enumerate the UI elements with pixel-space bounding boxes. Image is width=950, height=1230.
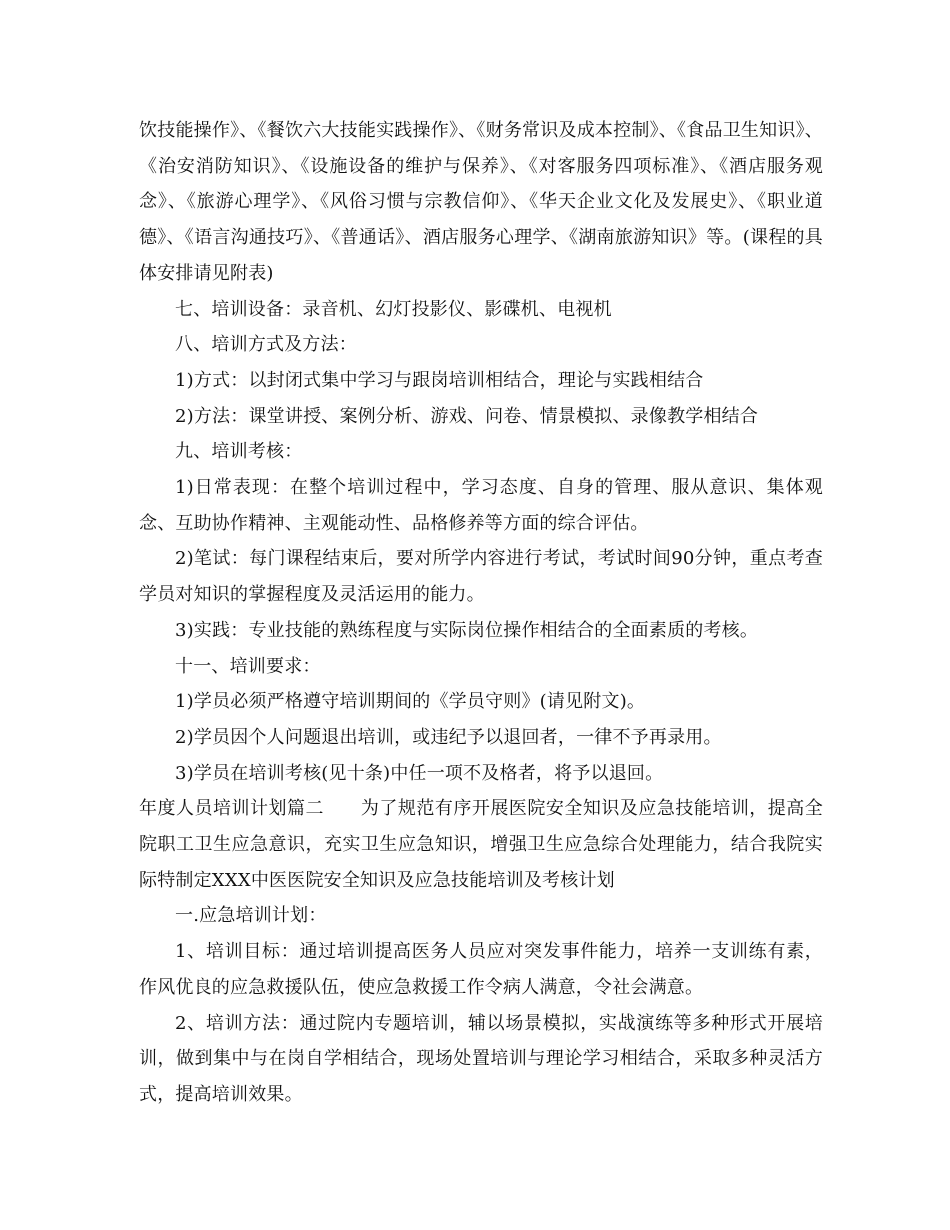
paragraph-assessment-daily: 1)日常表现：在整个培训过程中，学习态度、自身的管理、服从意识、集体观念、互助协作精神、主观能动性、品格修养等方面的综合评估。 <box>139 477 823 534</box>
heading-training-requirements: 十一、培训要求： <box>175 655 321 677</box>
heading-training-assessment: 九、培训考核： <box>175 441 303 463</box>
paragraph-requirement-3: 3)学员在培训考核(见十条)中任一项不及格者，将予以退回。 <box>175 762 664 784</box>
paragraph-method-mode: 1)方式：以封闭式集中学习与跟岗培训相结合，理论与实践相结合 <box>175 369 704 391</box>
paragraph-plan-two-intro: 年度人员培训计划篇二 为了规范有序开展医院安全知识及应急技能培训，提高全院职工卫生应急意识，充实卫生应急知识，增强卫生应急综合处理能力，结合我院实际特制定XXX中医医院安全知识及应急技能培训及考核计划 <box>139 798 823 891</box>
heading-emergency-plan: 一.应急培训计划： <box>175 905 327 927</box>
paragraph-assessment-written: 2)笔试：每门课程结束后，要对所学内容进行考试，考试时间90分钟，重点考查学员对知识的掌握程度及灵活运用的能力。 <box>139 548 823 606</box>
paragraph-training-approach: 2、培训方法：通过院内专题培训，辅以场景模拟，实战演练等多种形式开展培训，做到集中与在岗自学相结合，现场处置培训与理论学习相结合，采取多种灵活方式，提高培训效果。 <box>139 1012 823 1105</box>
document-body <box>139 113 823 1113</box>
heading-training-methods: 八、培训方式及方法： <box>175 334 357 356</box>
paragraph-requirement-2: 2)学员因个人问题退出培训，或违纪予以退回者，一律不予再录用。 <box>175 726 722 748</box>
paragraph-method-approach: 2)方法：课堂讲授、案例分析、游戏、问卷、情景模拟、录像教学相结合 <box>175 405 759 427</box>
paragraph-training-equipment: 七、培训设备：录音机、幻灯投影仪、影碟机、电视机 <box>175 298 612 320</box>
paragraph-course-list: 饮技能操作》、《餐饮六大技能实践操作》、《财务常识及成本控制》、《食品卫生知识》、《治安消防知识》、《设施设备的维护与保养》、《对客服务四项标准》、《酒店服务观念》、《旅游心理学》、《风俗习惯与宗教信仰》、《华天企业文化及发展史》、《职业道德》、《语言沟通技巧》、《普通话》、酒店服务心理学、《湖南旅游知识》等。(课程的具体安排请见附表) <box>139 120 823 284</box>
paragraph-assessment-practice: 3)实践：专业技能的熟练程度与实际岗位操作相结合的全面素质的考核。 <box>175 619 759 641</box>
paragraph-training-goal: 1、培训目标：通过培训提高医务人员应对突发事件能力，培养一支训练有素，作风优良的应急救援队伍，使应急救援工作令病人满意，令社会满意。 <box>139 941 823 998</box>
paragraph-requirement-1: 1)学员必须严格遵守培训期间的《学员守则》(请见附文)。 <box>175 691 646 713</box>
